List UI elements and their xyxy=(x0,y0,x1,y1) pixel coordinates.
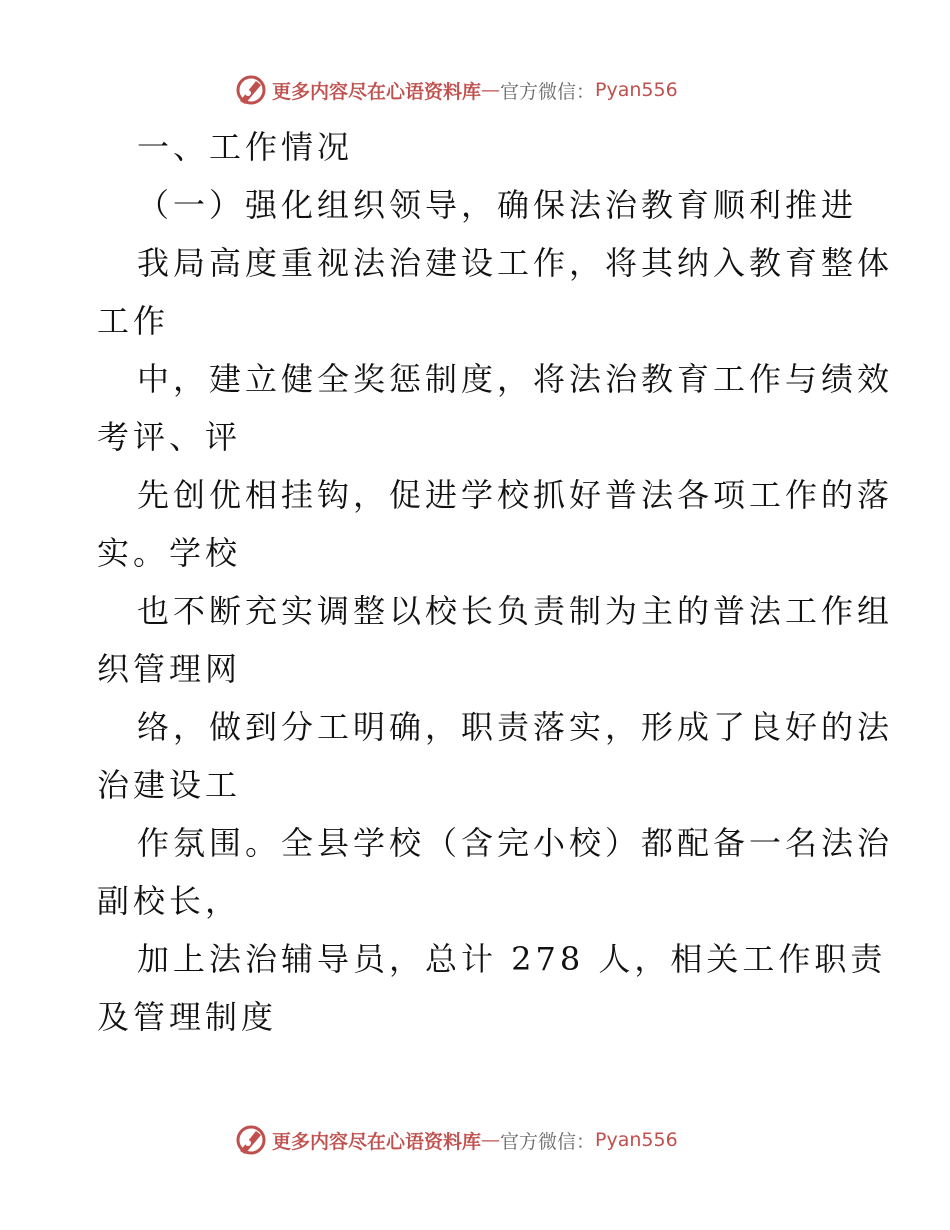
banner-wechat-account: Pyan556 xyxy=(595,79,678,101)
banner-colon: ： xyxy=(576,1130,596,1153)
pen-nib-logo-icon xyxy=(234,1123,268,1157)
paragraph-line: 我局高度重视法治建设工作，将其纳入教育整体 xyxy=(137,244,894,282)
paragraph-line: 络，做到分工明确，职责落实，形成了良好的法 xyxy=(137,708,894,746)
paragraph-line: 加上法治辅导员，总计 278 人，相关工作职责 xyxy=(137,940,887,978)
banner-brand-text: 更多内容尽在心语资料库 xyxy=(272,1130,482,1153)
banner-colon: ： xyxy=(576,80,596,103)
banner-dash: — xyxy=(481,1129,501,1151)
paragraph-line: 也不断充实调整以校长负责制为主的普法工作组 xyxy=(137,592,894,630)
footer-banner xyxy=(234,1120,754,1160)
paragraph-line: 织管理网 xyxy=(97,650,242,688)
paragraph-line: 实。学校 xyxy=(97,534,242,572)
paragraph-line: 及管理制度 xyxy=(97,998,278,1036)
banner-brand-text: 更多内容尽在心语资料库 xyxy=(272,80,482,103)
subsection-heading: （一）强化组织领导，确保法治教育顺利推进 xyxy=(137,186,858,224)
banner-wechat-label: 官方微信 xyxy=(500,80,577,103)
section-heading: 一、工作情况 xyxy=(137,128,354,166)
document-body xyxy=(97,118,894,1046)
paragraph-line: 治建设工 xyxy=(97,766,242,804)
banner-wechat-account: Pyan556 xyxy=(595,1129,678,1151)
paragraph-line: 先创优相挂钩，促进学校抓好普法各项工作的落 xyxy=(137,476,894,514)
banner-dash: — xyxy=(481,79,501,101)
header-banner xyxy=(234,70,754,110)
banner-wechat-label: 官方微信 xyxy=(500,1130,577,1153)
pen-nib-logo-icon xyxy=(234,73,268,107)
paragraph-line: 作氛围。全县学校（含完小校）都配备一名法治 xyxy=(137,824,894,862)
paragraph-line: 考评、评 xyxy=(97,418,242,456)
paragraph-line: 中，建立健全奖惩制度，将法治教育工作与绩效 xyxy=(137,360,894,398)
paragraph-line: 工作 xyxy=(97,302,170,340)
paragraph-line: 副校长， xyxy=(97,882,242,920)
